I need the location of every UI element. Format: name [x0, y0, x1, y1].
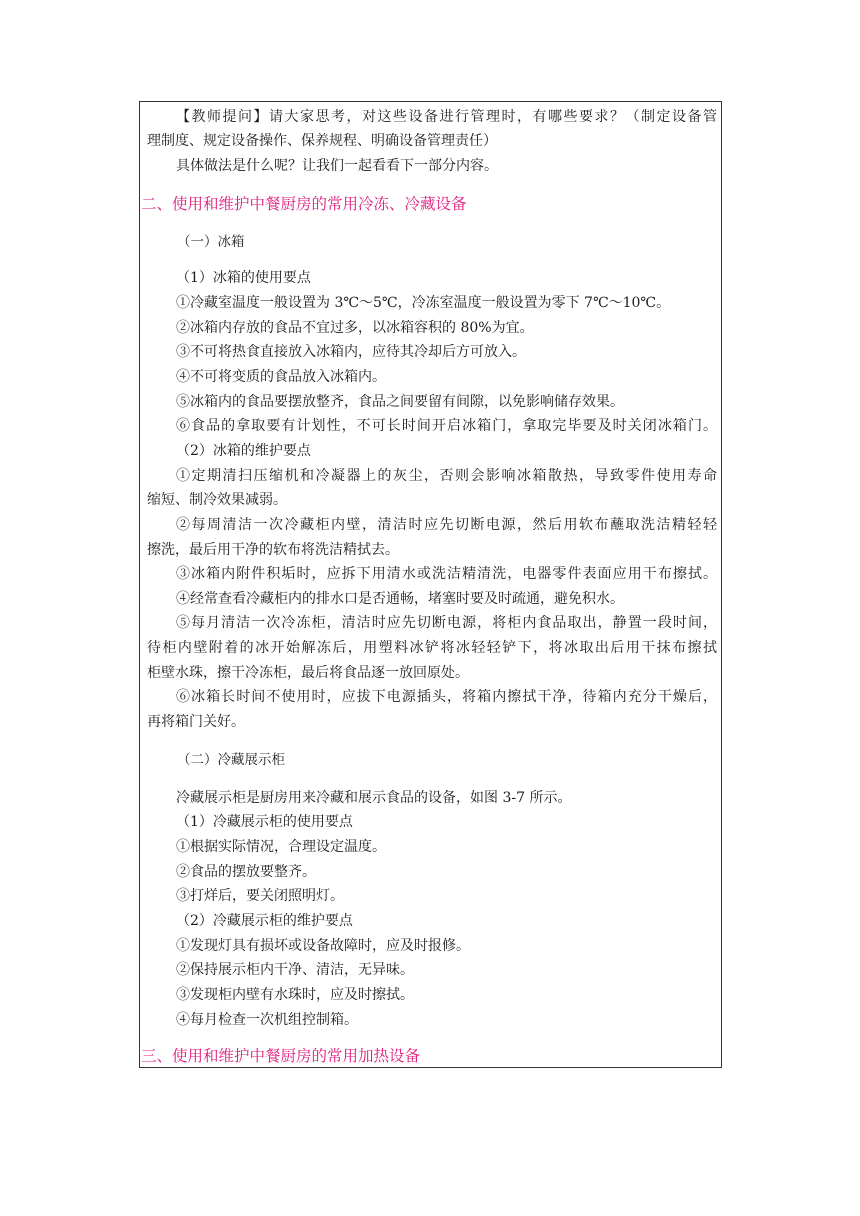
text-line: （1）冷藏展示柜的使用要点 — [176, 814, 353, 830]
text-line: 理制度、规定设备操作、保养规程、明确设备管理责任） — [147, 133, 497, 149]
text-line: ④每月检查一次机组控制箱。 — [176, 1012, 358, 1028]
text-line: 柜壁水珠，擦干冷冻柜，最后将食品逐一放回原处。 — [147, 665, 469, 681]
text-line: 具体做法是什么呢？让我们一起看看下一部分内容。 — [176, 158, 498, 174]
text-line: ⑥食品的拿取要有计划性，不可长时间开启冰箱门，拿取完毕要及时关闭冰箱门。 — [176, 418, 717, 434]
text-line: ⑥冰箱长时间不使用时，应拔下电源插头，将箱内擦拭干净，待箱内充分干燥后， — [176, 689, 717, 705]
text-line: ①根据实际情况，合理设定温度。 — [176, 839, 386, 855]
text-line: ②冰箱内存放的食品不宜过多，以冰箱容积的 80%为宜。 — [176, 320, 534, 336]
text-line: （2）冷藏展示柜的维护要点 — [176, 913, 353, 929]
text-line: 冷藏展示柜是厨房用来冷藏和展示食品的设备，如图 3-7 所示。 — [176, 790, 572, 806]
text-line: 待柜内壁附着的冰开始解冻后，用塑料冰铲将冰轻轻铲下，将冰取出后用干抹布擦拭 — [147, 640, 717, 656]
text-line: 缩短、制冷效果减弱。 — [147, 492, 287, 508]
text-line: ③冰箱内附件积垢时，应拆下用清水或洗洁精清洗，电器零件表面应用干布擦拭。 — [176, 566, 717, 582]
text-line: ⑤冰箱内的食品要摆放整齐，食品之间要留有间隙，以免影响储存效果。 — [176, 394, 624, 410]
text-line: ③发现柜内壁有水珠时，应及时擦拭。 — [176, 987, 414, 1003]
text-line: ②食品的摆放要整齐。 — [176, 864, 316, 880]
section-heading: 三、使用和维护中餐厨房的常用加热设备 — [141, 1047, 421, 1065]
text-line: ③不可将热食直接放入冰箱内，应待其冷却后方可放入。 — [176, 344, 526, 360]
text-line: ④经常查看冷藏柜内的排水口是否通畅，堵塞时要及时疏通，避免积水。 — [176, 591, 624, 607]
text-line: 再将箱门关好。 — [147, 714, 245, 730]
text-line: ①发现灯具有损坏或设备故障时，应及时报修。 — [176, 938, 470, 954]
subsection-heading: （一）冰箱 — [177, 234, 245, 250]
text-line: ④不可将变质的食品放入冰箱内。 — [176, 369, 386, 385]
text-line: ②保持展示柜内干净、清洁，无异味。 — [176, 962, 414, 978]
text-line: ①冷藏室温度一般设置为 3℃～5℃，冷冻室温度一般设置为零下 7℃～10℃。 — [176, 295, 671, 311]
text-line: ②每周清洁一次冷藏柜内壁，清洁时应先切断电源，然后用软布蘸取洗洁精轻轻 — [176, 517, 717, 533]
text-line: （2）冰箱的维护要点 — [176, 443, 311, 459]
section-heading: 二、使用和维护中餐厨房的常用冷冻、冷藏设备 — [141, 195, 467, 213]
text-line: 【教师提问】请大家思考，对这些设备进行管理时，有哪些要求？（制定设备管 — [176, 109, 717, 125]
text-line: ⑤每月清洁一次冷冻柜，清洁时应先切断电源，将柜内食品取出，静置一段时间， — [176, 615, 717, 631]
text-line: ③打烊后，要关闭照明灯。 — [176, 888, 344, 904]
text-line: （1）冰箱的使用要点 — [176, 270, 311, 286]
text-line: ①定期清扫压缩机和冷凝器上的灰尘，否则会影响冰箱散热，导致零件使用寿命 — [176, 468, 717, 484]
subsection-heading: （二）冷藏展示柜 — [177, 752, 285, 768]
text-line: 擦洗，最后用干净的软布将洗洁精拭去。 — [147, 542, 399, 558]
